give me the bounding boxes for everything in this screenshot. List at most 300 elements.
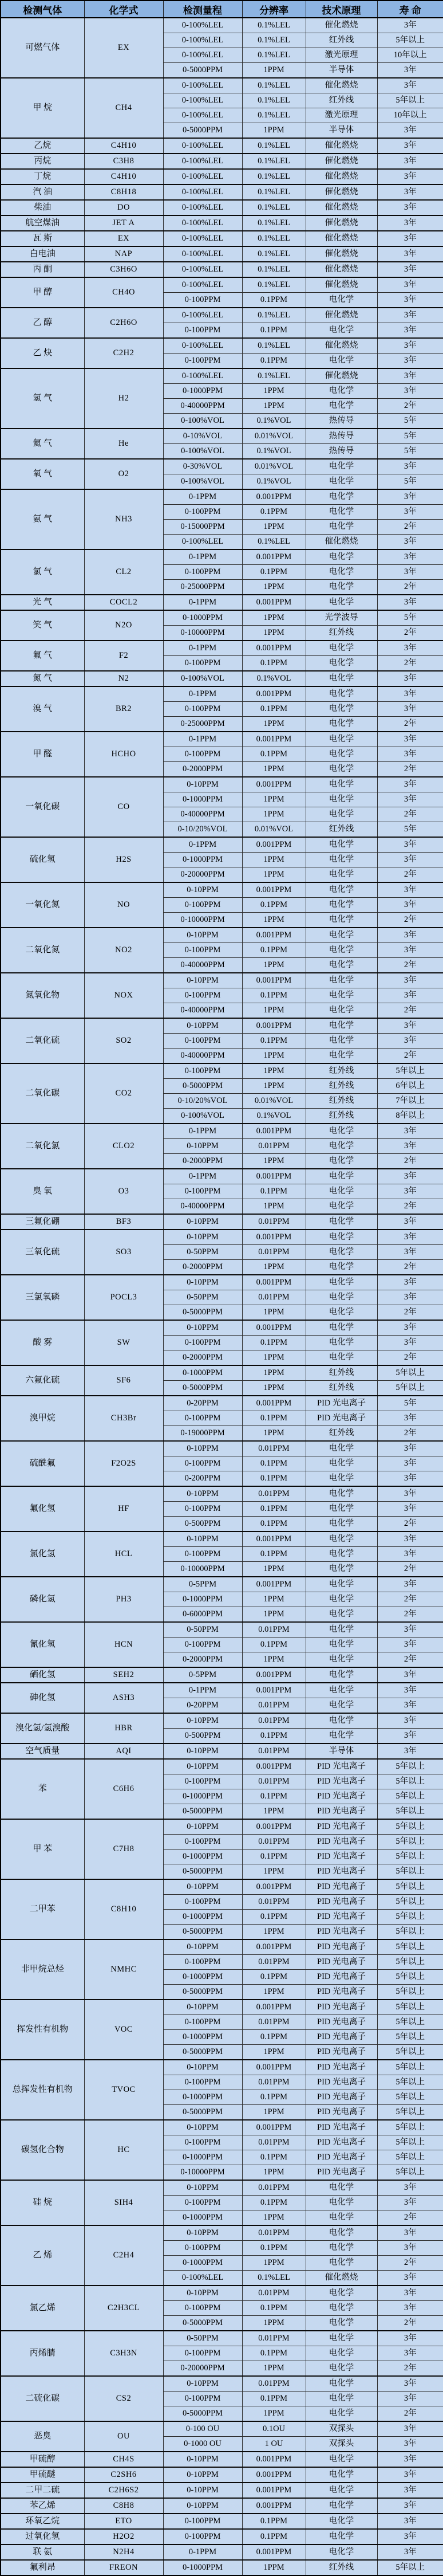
formula-cell: NO <box>84 882 163 928</box>
life-cell: 3年 <box>377 2514 443 2529</box>
principle-cell: 电化学 <box>306 1199 377 1215</box>
resolution-cell: 0.1PPM <box>242 1517 306 1532</box>
life-cell: 2年 <box>377 2316 443 2331</box>
table-row <box>1 973 443 988</box>
resolution-cell: 0.1%LEL <box>242 48 306 63</box>
principle-cell: 电化学 <box>306 2483 377 2498</box>
resolution-cell: 1PPM <box>242 1562 306 1577</box>
principle-cell: 电化学 <box>306 1683 377 1698</box>
resolution-cell: 1PPM <box>242 1049 306 1064</box>
formula-cell: NO2 <box>84 928 163 973</box>
life-cell: 3年 <box>377 1743 443 1759</box>
range-cell: 0-1000PPM <box>163 2150 242 2165</box>
gas-name-cell: 氯化氢 <box>1 1532 84 1577</box>
principle-cell: 电化学 <box>306 1260 377 1275</box>
formula-cell: H2O2 <box>84 2529 163 2544</box>
life-cell: 5年以上 <box>377 2045 443 2060</box>
principle-cell: 催化燃烧 <box>306 78 377 93</box>
principle-cell: 电化学 <box>306 520 377 535</box>
range-cell: 0-5000PPM <box>163 2105 242 2121</box>
range-cell: 0-100%LEL <box>163 2271 242 2286</box>
formula-cell: C2H4 <box>84 2225 163 2286</box>
range-cell: 0-10PPM <box>163 1743 242 1759</box>
resolution-cell: 1PPM <box>242 1154 306 1169</box>
principle-cell: 双探头 <box>306 2437 377 2452</box>
life-cell: 5年以上 <box>377 93 443 108</box>
table-row <box>1 1939 443 1955</box>
gas-name-cell: 瓦 斯 <box>1 231 84 246</box>
life-cell: 3年 <box>377 293 443 308</box>
resolution-cell: 0.1PPM <box>242 1034 306 1049</box>
range-cell: 0-500PPM <box>163 1729 242 1744</box>
life-cell: 10年以上 <box>377 108 443 123</box>
life-cell: 3年 <box>377 2241 443 2256</box>
gas-name-cell: 硫酰氟 <box>1 1441 84 1486</box>
life-cell: 3年 <box>377 2437 443 2452</box>
life-cell: 5年以上 <box>377 1381 443 1396</box>
resolution-cell: 1PPM <box>242 1592 306 1607</box>
gas-name-cell: 乙 醇 <box>1 308 84 338</box>
table-row <box>1 1622 443 1638</box>
gas-name-cell: 硅 烷 <box>1 2180 84 2225</box>
life-cell: 3年 <box>377 1184 443 1199</box>
resolution-cell: 0.1PPM <box>242 702 306 717</box>
formula-cell: C2SH6 <box>84 2467 163 2483</box>
range-cell: 0-100PPM <box>163 1835 242 1849</box>
resolution-cell: 0.001PPM <box>242 595 306 610</box>
life-cell: 5年以上 <box>377 1985 443 2000</box>
resolution-cell: 1PPM <box>242 1350 306 1366</box>
life-cell: 3年 <box>377 1139 443 1154</box>
principle-cell: 红外线 <box>306 1063 377 1079</box>
principle-cell: 电化学 <box>306 2301 377 2316</box>
principle-cell: 电化学 <box>306 1607 377 1623</box>
formula-cell: JET A <box>84 215 163 231</box>
resolution-cell: 1PPM <box>242 1607 306 1623</box>
principle-cell: 电化学 <box>306 1154 377 1169</box>
range-cell: 0-100PPM <box>163 702 242 717</box>
principle-cell: 电化学 <box>306 1275 377 1290</box>
resolution-cell: 0.01PPM <box>242 2180 306 2196</box>
resolution-cell: 1PPM <box>242 63 306 78</box>
life-cell: 2年 <box>377 580 443 595</box>
range-cell: 0-100PPM <box>163 1184 242 1199</box>
table-row <box>1 1169 443 1184</box>
formula-cell: SW <box>84 1320 163 1365</box>
range-cell: 0-5000PPM <box>163 1804 242 1820</box>
life-cell: 5年以上 <box>377 2075 443 2090</box>
formula-cell: C2H2 <box>84 338 163 368</box>
range-cell: 0-10PPM <box>163 928 242 943</box>
resolution-cell: 0.001PPM <box>242 732 306 747</box>
resolution-cell: 0.001PPM <box>242 686 306 702</box>
life-cell: 2年 <box>377 1607 443 1623</box>
life-cell: 3年 <box>377 928 443 943</box>
range-cell: 0-1000PPM <box>163 1910 242 1925</box>
life-cell: 5年 <box>377 822 443 838</box>
principle-cell: 电化学 <box>306 399 377 414</box>
principle-cell: 电化学 <box>306 1003 377 1019</box>
resolution-cell: 0.001PPM <box>242 1124 306 1139</box>
principle-cell: 电化学 <box>306 1184 377 1199</box>
gas-name-cell: 甲 醛 <box>1 732 84 777</box>
range-cell: 0-100PPM <box>163 747 242 762</box>
range-cell: 0-25000PPM <box>163 717 242 732</box>
range-cell: 0-100PPM <box>163 2135 242 2150</box>
formula-cell: CH4S <box>84 2452 163 2467</box>
formula-cell: HBR <box>84 1713 163 1743</box>
formula-cell: O3 <box>84 1169 163 1214</box>
gas-name-cell: 二硫化碳 <box>1 2376 84 2421</box>
principle-cell: 催化燃烧 <box>306 2271 377 2286</box>
gas-name-cell: 硫化氢 <box>1 837 84 882</box>
principle-cell: 电化学 <box>306 732 377 747</box>
principle-cell: 电化学 <box>306 1305 377 1321</box>
range-cell: 0-100 OU <box>163 2421 242 2437</box>
range-cell: 0-100PPM <box>163 2301 242 2316</box>
formula-cell: CS2 <box>84 2376 163 2421</box>
life-cell: 3年 <box>377 671 443 686</box>
range-cell: 0-100%LEL <box>163 262 242 277</box>
gas-name-cell: 氨 气 <box>1 489 84 549</box>
table-row <box>1 1667 443 1683</box>
gas-name-cell: 一氧化碳 <box>1 777 84 837</box>
principle-cell: 红外线 <box>306 2560 377 2575</box>
formula-cell: C2H6S2 <box>84 2483 163 2498</box>
life-cell: 3年 <box>377 18 443 33</box>
formula-cell: C2H6O <box>84 308 163 338</box>
principle-cell: 电化学 <box>306 867 377 883</box>
resolution-cell: 0.001PPM <box>242 2120 306 2135</box>
table-row <box>1 18 443 33</box>
range-cell: 0-100%LEL <box>163 277 242 293</box>
principle-cell: 电化学 <box>306 2180 377 2196</box>
formula-cell: VOC <box>84 2000 163 2060</box>
formula-cell: AQI <box>84 1743 163 1759</box>
resolution-cell: 0.1%LEL <box>242 215 306 231</box>
range-cell: 0-100%VOL <box>163 671 242 686</box>
life-cell: 3年 <box>377 882 443 898</box>
table-row <box>1 1214 443 1230</box>
gas-name-cell: 联 氨 <box>1 2544 84 2560</box>
range-cell: 0-5PPM <box>163 1667 242 1683</box>
life-cell: 2年 <box>377 2361 443 2377</box>
gas-name-cell: 氯乙烯 <box>1 2286 84 2331</box>
range-cell: 0-50PPM <box>163 2331 242 2346</box>
range-cell: 0-100PPM <box>163 2392 242 2406</box>
gas-name-cell: 氧 气 <box>1 459 84 489</box>
table-row <box>1 2467 443 2483</box>
range-cell: 0-10000PPM <box>163 913 242 928</box>
range-cell: 0-100%LEL <box>163 108 242 123</box>
principle-cell: 电化学 <box>306 1350 377 1366</box>
resolution-cell: 0.1%LEL <box>242 200 306 215</box>
life-cell: 3年 <box>377 459 443 474</box>
resolution-cell: 1PPM <box>242 1063 306 1079</box>
gas-name-cell: 白电油 <box>1 246 84 262</box>
table-row <box>1 1532 443 1547</box>
range-cell: 0-2000PPM <box>163 1652 242 1668</box>
life-cell: 5年以上 <box>377 1789 443 1804</box>
principle-cell: 催化燃烧 <box>306 262 377 277</box>
life-cell: 3年 <box>377 837 443 853</box>
life-cell: 3年 <box>377 1638 443 1652</box>
formula-cell: C7H8 <box>84 1819 163 1879</box>
range-cell: 0-10PPM <box>163 2467 242 2483</box>
formula-cell: C3H6O <box>84 262 163 277</box>
principle-cell: 电化学 <box>306 686 377 702</box>
formula-cell: SO3 <box>84 1230 163 1275</box>
header-cell-formula: 化学式 <box>84 1 163 18</box>
principle-cell: 电化学 <box>306 2406 377 2422</box>
resolution-cell: 0.01%VOL <box>242 1094 306 1109</box>
resolution-cell: 1PPM <box>242 610 306 626</box>
table-row <box>1 308 443 323</box>
life-cell: 2年 <box>377 1049 443 1064</box>
life-cell: 3年 <box>377 215 443 231</box>
range-cell: 0-100PPM <box>163 2196 242 2210</box>
life-cell: 3年 <box>377 2331 443 2346</box>
resolution-cell: 0.01PPM <box>242 1622 306 1638</box>
principle-cell: 电化学 <box>306 777 377 792</box>
principle-cell: 电化学 <box>306 988 377 1003</box>
principle-cell: 电化学 <box>306 293 377 308</box>
range-cell: 0-100%VOL <box>163 1109 242 1124</box>
principle-cell: 电化学 <box>306 1290 377 1305</box>
table-row <box>1 338 443 354</box>
principle-cell: 催化燃烧 <box>306 246 377 262</box>
resolution-cell: 1PPM <box>242 762 306 777</box>
life-cell: 5年以上 <box>377 1939 443 1955</box>
principle-cell: 电化学 <box>306 1638 377 1652</box>
gas-name-cell: 过氧化氢 <box>1 2529 84 2544</box>
life-cell: 3年 <box>377 262 443 277</box>
life-cell: 3年 <box>377 988 443 1003</box>
formula-cell: HCN <box>84 1622 163 1667</box>
principle-cell: 电化学 <box>306 2467 377 2483</box>
formula-cell: F2O2S <box>84 1441 163 1486</box>
range-cell: 0-5000PPM <box>163 2406 242 2422</box>
range-cell: 0-100%LEL <box>163 18 242 33</box>
principle-cell: PID 光电离子 <box>306 2120 377 2135</box>
range-cell: 0-5000PPM <box>163 1925 242 1940</box>
table-row <box>1 2060 443 2075</box>
life-cell: 3年 <box>377 2196 443 2210</box>
range-cell: 0-1PPM <box>163 2544 242 2560</box>
table-row <box>1 641 443 656</box>
range-cell: 0-100PPM <box>163 1456 242 1471</box>
range-cell: 0-200PPM <box>163 1471 242 1487</box>
principle-cell: 电化学 <box>306 928 377 943</box>
formula-cell: BF3 <box>84 1214 163 1230</box>
gas-name-cell: 硒化氢 <box>1 1667 84 1683</box>
life-cell: 3年 <box>377 384 443 399</box>
resolution-cell: 1PPM <box>242 913 306 928</box>
principle-cell: 双探头 <box>306 2421 377 2437</box>
principle-cell: 催化燃烧 <box>306 154 377 169</box>
principle-cell: PID 光电离子 <box>306 1925 377 1940</box>
life-cell: 5年以上 <box>377 1970 443 1985</box>
resolution-cell: 0.1%LEL <box>242 338 306 354</box>
resolution-cell: 0.01PPM <box>242 2225 306 2241</box>
range-cell: 0-40000PPM <box>163 1049 242 1064</box>
resolution-cell: 1PPM <box>242 1305 306 1321</box>
life-cell: 2年 <box>377 1517 443 1532</box>
range-cell: 0-5000PPM <box>163 2316 242 2331</box>
gas-name-cell: 挥发性有机物 <box>1 2000 84 2060</box>
principle-cell: 电化学 <box>306 717 377 732</box>
resolution-cell: 0.001PPM <box>242 549 306 565</box>
table-row <box>1 1018 443 1034</box>
range-cell: 0-10PPM <box>163 1532 242 1547</box>
range-cell: 0-40000PPM <box>163 1199 242 1215</box>
principle-cell: 半导体 <box>306 1743 377 1759</box>
gas-name-cell: 三氟化硼 <box>1 1214 84 1230</box>
range-cell: 0-40000PPM <box>163 399 242 414</box>
principle-cell: 电化学 <box>306 1169 377 1184</box>
range-cell: 0-5000PPM <box>163 1864 242 1880</box>
life-cell: 3年 <box>377 1018 443 1034</box>
life-cell: 5年以上 <box>377 2135 443 2150</box>
range-cell: 0-1PPM <box>163 732 242 747</box>
table-row <box>1 1320 443 1336</box>
formula-cell: SF6 <box>84 1365 163 1396</box>
range-cell: 0-100%LEL <box>163 231 242 246</box>
formula-cell: PH3 <box>84 1577 163 1622</box>
table-row <box>1 686 443 702</box>
table-row <box>1 459 443 474</box>
resolution-cell: 1PPM <box>242 807 306 822</box>
gas-name-cell: 氮氧化物 <box>1 973 84 1018</box>
resolution-cell: 1PPM <box>242 1652 306 1668</box>
resolution-cell: 1PPM <box>242 1804 306 1820</box>
table-row <box>1 1683 443 1698</box>
resolution-cell: 0.1PPM <box>242 1970 306 1985</box>
life-cell: 3年 <box>377 1441 443 1456</box>
gas-name-cell: 非甲烷总烃 <box>1 1939 84 2000</box>
principle-cell: 电化学 <box>306 792 377 807</box>
principle-cell: 电化学 <box>306 2241 377 2256</box>
resolution-cell: 0.1%LEL <box>242 262 306 277</box>
principle-cell: PID 光电离子 <box>306 2105 377 2121</box>
range-cell: 0-1000PPM <box>163 2030 242 2045</box>
life-cell: 3年 <box>377 792 443 807</box>
range-cell: 0-1PPM <box>163 641 242 656</box>
life-cell: 3年 <box>377 1245 443 1260</box>
range-cell: 0-10PPM <box>163 882 242 898</box>
resolution-cell: 0.1%VOL <box>242 671 306 686</box>
principle-cell: 红外线 <box>306 93 377 108</box>
life-cell: 5年以上 <box>377 2105 443 2121</box>
principle-cell: PID 光电离子 <box>306 1849 377 1864</box>
table-row <box>1 1577 443 1592</box>
range-cell: 0-1PPM <box>163 1124 242 1139</box>
principle-cell: 电化学 <box>306 1124 377 1139</box>
resolution-cell: 0.1PPM <box>242 323 306 339</box>
resolution-cell: 1PPM <box>242 792 306 807</box>
range-cell: 0-100%LEL <box>163 154 242 169</box>
table-row <box>1 2331 443 2346</box>
principle-cell: 电化学 <box>306 1230 377 1245</box>
resolution-cell: 1PPM <box>242 580 306 595</box>
range-cell: 0-10PPM <box>163 1441 242 1456</box>
resolution-cell: 0.001PPM <box>242 489 306 505</box>
life-cell: 5年 <box>377 1396 443 1411</box>
gas-name-cell: 总挥发性有机物 <box>1 2060 84 2120</box>
gas-name-cell: 丙 酮 <box>1 262 84 277</box>
table-row <box>1 169 443 184</box>
principle-cell: 电化学 <box>306 702 377 717</box>
resolution-cell: 0.001PPM <box>242 2498 306 2514</box>
resolution-cell: 0.001PPM <box>242 1230 306 1245</box>
range-cell: 0-100PPM <box>163 1502 242 1517</box>
resolution-cell: 0.001PPM <box>242 1577 306 1592</box>
resolution-cell: 0.01PPM <box>242 1214 306 1230</box>
table-row <box>1 549 443 565</box>
principle-cell: 催化燃烧 <box>306 338 377 354</box>
life-cell: 3年 <box>377 169 443 184</box>
life-cell: 5年以上 <box>377 1804 443 1820</box>
formula-cell: C8H8 <box>84 2498 163 2514</box>
table-row <box>1 837 443 853</box>
range-cell: 0-1000PPM <box>163 2256 242 2271</box>
table-row <box>1 671 443 686</box>
range-cell: 0-5000PPM <box>163 1985 242 2000</box>
principle-cell: 催化燃烧 <box>306 277 377 293</box>
principle-cell: 电化学 <box>306 1622 377 1638</box>
resolution-cell: 1PPM <box>242 2316 306 2331</box>
life-cell: 3年 <box>377 200 443 215</box>
resolution-cell: 0.1%LEL <box>242 33 306 48</box>
table-row <box>1 2286 443 2301</box>
resolution-cell: 0.1%LEL <box>242 78 306 93</box>
life-cell: 3年 <box>377 368 443 384</box>
table-row <box>1 78 443 93</box>
resolution-cell: 1PPM <box>242 1925 306 1940</box>
life-cell: 3年 <box>377 1320 443 1336</box>
table-row <box>1 595 443 610</box>
principle-cell: 电化学 <box>306 1139 377 1154</box>
formula-cell: NAP <box>84 246 163 262</box>
principle-cell: 红外线 <box>306 626 377 641</box>
life-cell: 3年 <box>377 898 443 913</box>
resolution-cell: 0.01PPM <box>242 1895 306 1910</box>
gas-name-cell: 乙 烯 <box>1 2225 84 2286</box>
range-cell: 0-100PPM <box>163 2015 242 2030</box>
life-cell: 3年 <box>377 1124 443 1139</box>
life-cell: 3年 <box>377 1471 443 1487</box>
range-cell: 0-10PPM <box>163 777 242 792</box>
principle-cell: 红外线 <box>306 1094 377 1109</box>
resolution-cell: 0.01PPM <box>242 1835 306 1849</box>
life-cell: 5年以上 <box>377 1365 443 1381</box>
resolution-cell: 0.1PPM <box>242 1502 306 1517</box>
resolution-cell: 1PPM <box>242 2165 306 2181</box>
principle-cell: 红外线 <box>306 1079 377 1094</box>
resolution-cell: 0.01PPM <box>242 1743 306 1759</box>
resolution-cell: 0.1PPM <box>242 1456 306 1471</box>
formula-cell: TVOC <box>84 2060 163 2120</box>
life-cell: 2年 <box>377 2210 443 2226</box>
principle-cell: 半导体 <box>306 63 377 78</box>
range-cell: 0-50PPM <box>163 1622 242 1638</box>
gas-name-cell: 氯 气 <box>1 549 84 595</box>
resolution-cell: 1PPM <box>242 958 306 973</box>
table-row <box>1 928 443 943</box>
range-cell: 0-100PPM <box>163 656 242 672</box>
life-cell: 3年 <box>377 1214 443 1230</box>
gas-name-cell: 二甲苯 <box>1 1879 84 1939</box>
